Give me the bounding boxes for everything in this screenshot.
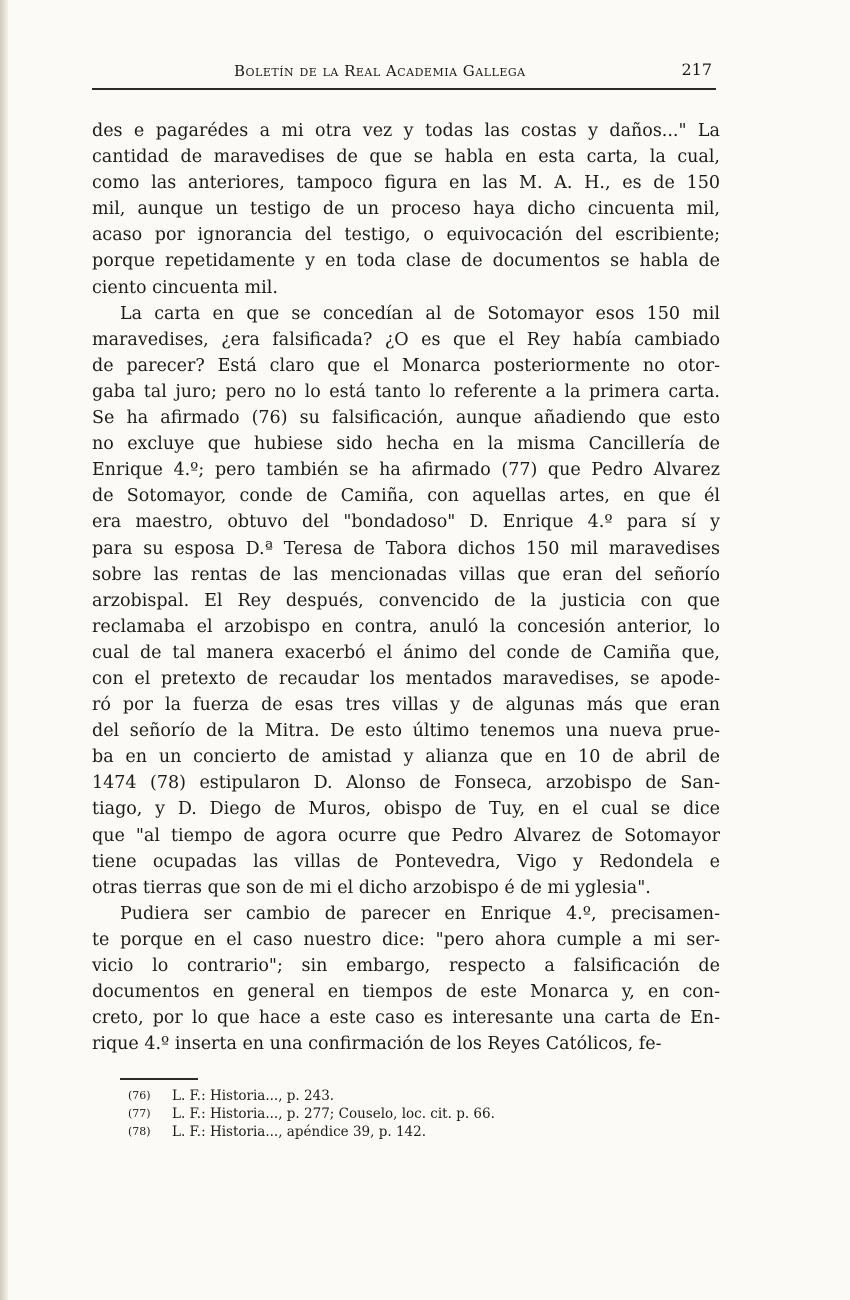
footnote-text: L. F.: Historia..., apéndice 39, p. 142. [172,1124,427,1140]
text-line: de parecer? Está claro que el Monarca posteriormente no otor- [92,355,720,376]
text-line: Enrique 4.º; pero también se ha afirmado (77) que Pedro Alvarez [92,460,720,481]
paragraph [92,901,720,1058]
text-line: ba en un concierto de amistad y alianza que en 10 de abril de [92,747,720,768]
text-line: te porque en el caso nuestro dice: "pero ahora cumple a mi ser- [92,929,720,950]
running-head [92,58,716,84]
journal-title: Boletín de la Real Academia Gallega [234,62,526,80]
header-rule [92,88,716,90]
text-line: gaba tal juro; pero no lo está tanto lo referente a la primera carta. [92,381,720,402]
text-line: cual de tal manera exacerbó el ánimo del conde de Camiña que, [92,642,720,663]
text-line: no excluye que hubiese sido hecha en la misma Cancillería de [92,434,720,455]
footnote-number: (76) [128,1089,151,1102]
text-line: Se ha afirmado (76) su falsificación, aunque añadiendo que esto [92,408,720,429]
text-line: que "al tiempo de agora ocurre que Pedro Alvarez de Sotomayor [92,825,720,846]
text-line: para su esposa D.ª Teresa de Tabora dichos 150 mil maravedises [92,538,720,559]
text-line: reclamaba el arzobispo en contra, anuló la concesión anterior, lo [92,616,720,637]
footnote [128,1105,648,1123]
text-line: de Sotomayor, conde de Camiña, con aquellas artes, en que él [92,486,720,507]
footnotes [128,1087,648,1141]
text-line: ró por la fuerza de esas tres villas y de algunas más que eran [92,695,720,716]
paragraph [92,301,720,901]
text-line: otras tierras que son de mi el dicho arzobispo é de mi yglesia". [92,877,651,898]
page-edge-shadow [0,0,8,1300]
body-text [92,118,720,1057]
text-line: arzobispal. El Rey después, convencido de la justicia con que [92,590,720,611]
footnote-rule [120,1078,198,1080]
footnote [128,1087,648,1105]
footnote-text: L. F.: Historia..., p. 243. [172,1088,335,1104]
text-line: rique 4.º inserta en una confirmación de los Reyes Católicos, fe- [92,1034,662,1055]
text-line: tiago, y D. Diego de Muros, obispo de Tuy, en el cual se dice [92,799,720,820]
text-line: porque repetidamente y en toda clase de documentos se habla de [92,251,720,272]
footnote-number: (78) [128,1125,151,1138]
text-line: tiene ocupadas las villas de Pontevedra, Vigo y Redondela e [92,851,720,872]
footnote [128,1123,648,1141]
page-number: 217 [681,60,712,79]
text-line: vicio lo contrario"; sin embargo, respecto a falsificación de [92,956,720,976]
text-line: des e pagarédes a mi otra vez y todas las costas y daños..." La [92,121,720,141]
text-line: mil, aunque un testigo de un proceso haya dicho cincuenta mil, [92,199,720,220]
text-line: del señorío de la Mitra. De esto último tenemos una nueva prue- [92,721,720,742]
text-line: cantidad de maravedises de que se habla en esta carta, la cual, [92,147,720,168]
text-line: creto, por lo que hace a este caso es interesante una carta de En- [92,1008,720,1029]
text-line: 1474 (78) estipularon D. Alonso de Fonseca, arzobispo de San- [92,773,720,794]
paragraph [92,118,720,301]
text-line: acaso por ignorancia del testigo, o equivocación del escribiente; [92,225,720,246]
text-line: ciento cincuenta mil. [92,277,278,298]
text-line: sobre las rentas de las mencionadas villas que eran del señorío [92,564,720,585]
text-line: La carta en que se concedían al de Sotomayor esos 150 mil [120,303,720,324]
text-line: documentos en general en tiempos de este Monarca y, en con- [92,982,720,1003]
text-line: maravedises, ¿era falsificada? ¿O es que el Rey había cambiado [92,329,720,350]
text-line: era maestro, obtuvo del "bondadoso" D. Enrique 4.º para sí y [92,512,720,533]
text-line: como las anteriores, tampoco figura en las M. A. H., es de 150 [92,173,720,194]
text-line: Pudiera ser cambio de parecer en Enrique 4.º, precisamen- [120,903,720,924]
footnote-number: (77) [128,1107,151,1120]
text-line: con el pretexto de recaudar los mentados maravedises, se apode- [92,668,720,689]
footnote-text: L. F.: Historia..., p. 277; Couselo, loc. cit. p. 66. [172,1106,495,1122]
